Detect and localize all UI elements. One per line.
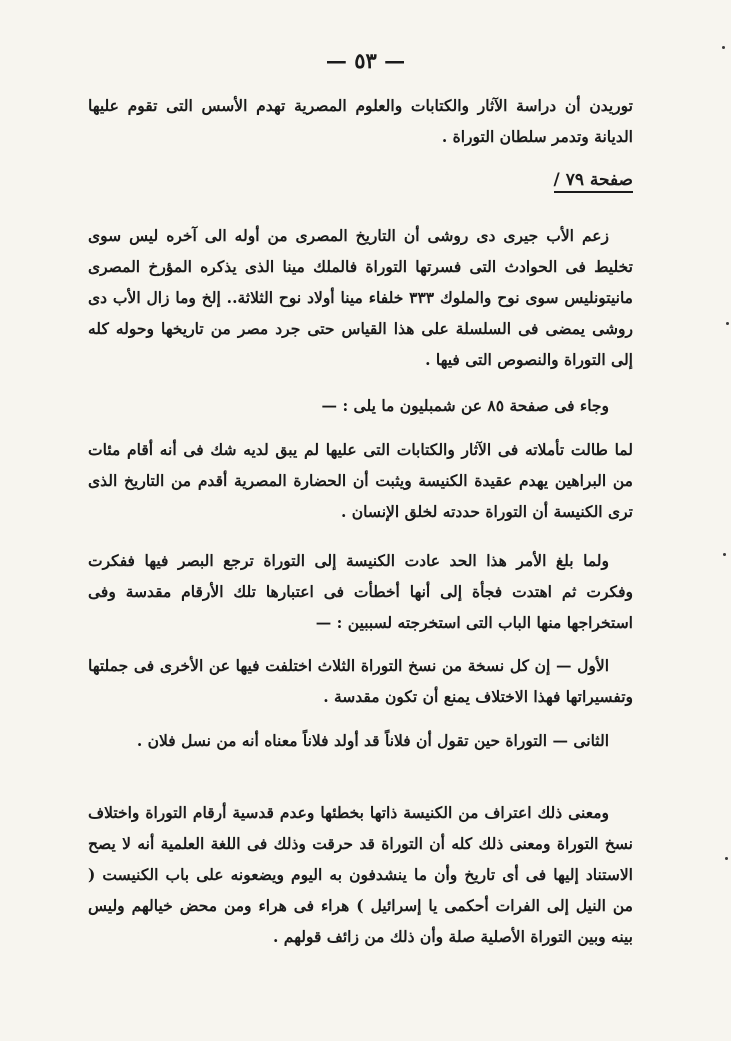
paragraph-conclusion: ومعنى ذلك اعتراف من الكنيسة ذاتها بخطئها وعدم قدسية أرقام التوراة واختلاف نسخ التوراة ومعنى ذلك كله أن التوراة قد حرقت وذلك فى اللغة العلمية أنه لا يصح الاستناد إليها فى أى تاريخ وأن ما ينشدفون به اليوم ويضعونه على باب الكنيست ( من النيل إلى الفرات أحكمى يا إسرائيل ) هراء فى هراء ومن محض خيالهم وليس بينه وبين التوراة الأصلية صلة وأن ذلك من زائف قولهم . (88, 803, 633, 946)
paragraph-champollion-intro: وجاء فى صفحة ٨٥ عن شمبليون ما يلى : — (321, 396, 609, 415)
paragraph-intro: توريدن أن دراسة الآثار والكتابات والعلوم المصرية تهدم الأسس التى تقوم عليها الديانة وتدمر سلطان التوراة . (88, 96, 633, 146)
paragraph-first-reason: الأول — إن كل نسخة من نسخ التوراة الثلاث اختلفت فيها عن الأخرى فى جملتها وتفسيراتها فهذا الاختلاف يمنع أن تكون مقدسة . (88, 656, 633, 706)
scan-speck (723, 553, 726, 556)
paragraph-second-reason: الثانى — التوراة حين تقول أن فلاناً قد أولد فلاناً معناه أنه من نسل فلان . (136, 731, 609, 750)
section-heading: صفحة ٧٩ / (554, 170, 633, 193)
scan-speck (722, 46, 725, 49)
scan-speck (726, 322, 729, 325)
paragraph-de-rossi: زعم الأب جيرى دى روشى أن التاريخ المصرى من أوله الى آخره ليس سوى تخليط فى الحوادث التى فسرتها التوراة فالملك مينا الذى يذكره المؤرخ المصرى مانيتونليس سوى نوح والملوك ٣٣٣ خلفاء مينا أولاد نوح الثلاثة.. إلخ وما زال الأب دى روشى يمضى فى السلسلة على هذا القياس حتى جرد مصر من تاريخها وحوله كله إلى التوراة والنصوص التى فيها . (88, 226, 633, 369)
paragraph-champollion: لما طالت تأملاته فى الآثار والكتابات التى عليها لم يبق لديه شك فى أنه أقام مئات من البراهين يهدم عقيدة الكنيسة ويثبت أن الحضارة المصرية أقدم من التاريخ الذى ترى الكنيسة أن التوراة حددته لخلق الإنسان . (88, 440, 633, 521)
paragraph-church-reaction: ولما بلغ الأمر هذا الحد عادت الكنيسة إلى التوراة ترجع البصر فيها ففكرت وفكرت ثم اهتدت فجأة إلى أنها أخطأت فى اعتبارها تلك الأرقام مقدسة وفى استخراجها منها الباب التى استخرجته لسببين : — (88, 551, 633, 632)
scan-speck (725, 857, 728, 860)
page-number: — ٥٣ — (325, 48, 406, 73)
